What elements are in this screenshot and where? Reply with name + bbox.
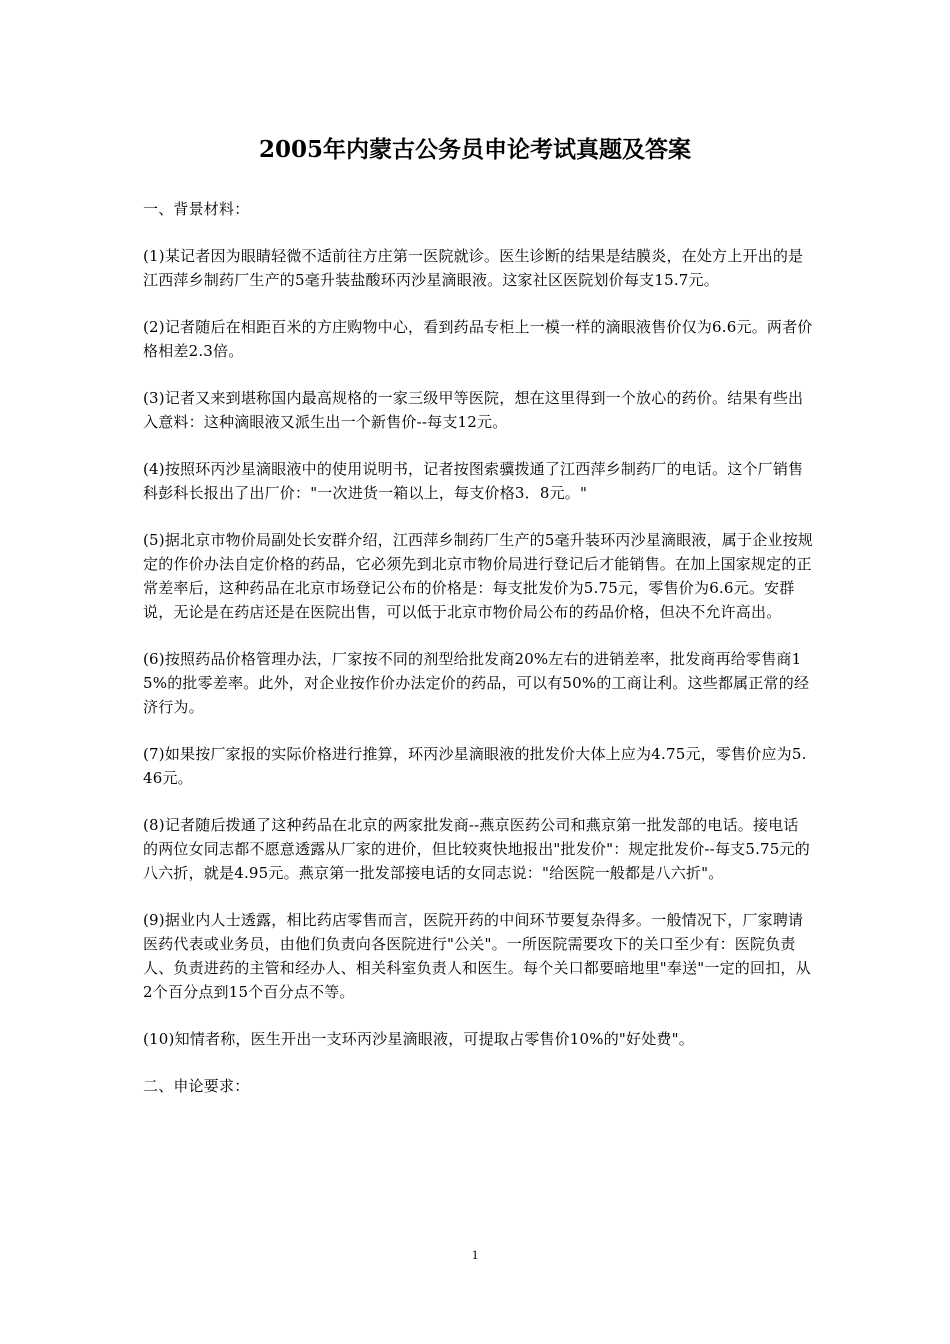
- page-number: 1: [471, 1247, 479, 1262]
- paragraph-9: (9)据业内人士透露，相比药店零售而言，医院开药的中间环节要复杂得多。一般情况下，厂家聘请医药代表或业务员，由他们负责向各医院进行"公关"。一所医院需要攻下的关口至少有：医院负责人、负责进药的主管和经办人、相关科室负责人和医生。每个关口都要暗地里"奉送"一定的回扣，从2个百分点到15个百分点不等。: [143, 911, 811, 1001]
- paragraph-6: (6)按照药品价格管理办法，厂家按不同的剂型给批发商20%左右的进销差率，批发商再给零售商15%的批零差率。此外，对企业按作价办法定价的药品，可以有50%的工商让利。这些都属正常的经济行为。: [143, 650, 810, 716]
- document-title: 2005年内蒙古公务员申论考试真题及答案: [258, 136, 691, 163]
- paragraph-1: (1)某记者因为眼睛轻微不适前往方庄第一医院就诊。医生诊断的结果是结膜炎，在处方上开出的是江西萍乡制药厂生产的5毫升装盐酸环丙沙星滴眼液。这家社区医院划价每支15.7元。: [143, 247, 804, 289]
- paragraph-8: (8)记者随后拨通了这种药品在北京的两家批发商--燕京医药公司和燕京第一批发部的电话。接电话的两位女同志都不愿意透露从厂家的进价，但比较爽快地报出"批发价"：规定批发价--每支5.75元的八六折，就是4.95元。燕京第一批发部接电话的女同志说："给医院一般都是八六折"。: [143, 816, 810, 882]
- paragraph-4: (4)按照环丙沙星滴眼液中的使用说明书，记者按图索骥拨通了江西萍乡制药厂的电话。这个厂销售科彭科长报出了出厂价："一次进货一箱以上，每支价格3．8元。": [143, 460, 804, 502]
- paragraph-3: (3)记者又来到堪称国内最高规格的一家三级甲等医院，想在这里得到一个放心的药价。结果有些出入意料：这种滴眼液又派生出一个新售价--每支12元。: [143, 389, 804, 431]
- paragraph-7: (7)如果按厂家报的实际价格进行推算，环丙沙星滴眼液的批发价大体上应为4.75元，零售价应为5.46元。: [143, 745, 807, 787]
- paragraph-10: (10)知情者称，医生开出一支环丙沙星滴眼液，可提取占零售价10%的"好处费"。: [143, 1030, 694, 1048]
- section-heading-requirements: 二、申论要求：: [143, 1077, 250, 1095]
- paragraph-5: (5)据北京市物价局副处长安群介绍，江西萍乡制药厂生产的5毫升装环丙沙星滴眼液，属于企业按规定的作价办法自定价格的药品，它必须先到北京市物价局进行登记后才能销售。在加上国家规定的正常差率后，这种药品在北京市场登记公布的价格是：每支批发价为5.75元，零售价为6.6元。安群说，无论是在药店还是在医院出售，可以低于北京市物价局公布的药品价格，但决不允许高出。: [143, 531, 813, 621]
- document-body: [143, 197, 813, 1121]
- paragraph-2: (2)记者随后在相距百米的方庄购物中心，看到药品专柜上一模一样的滴眼液售价仅为6.6元。两者价格相差2.3倍。: [143, 318, 813, 360]
- section-heading-background: 一、背景材料：: [143, 200, 250, 218]
